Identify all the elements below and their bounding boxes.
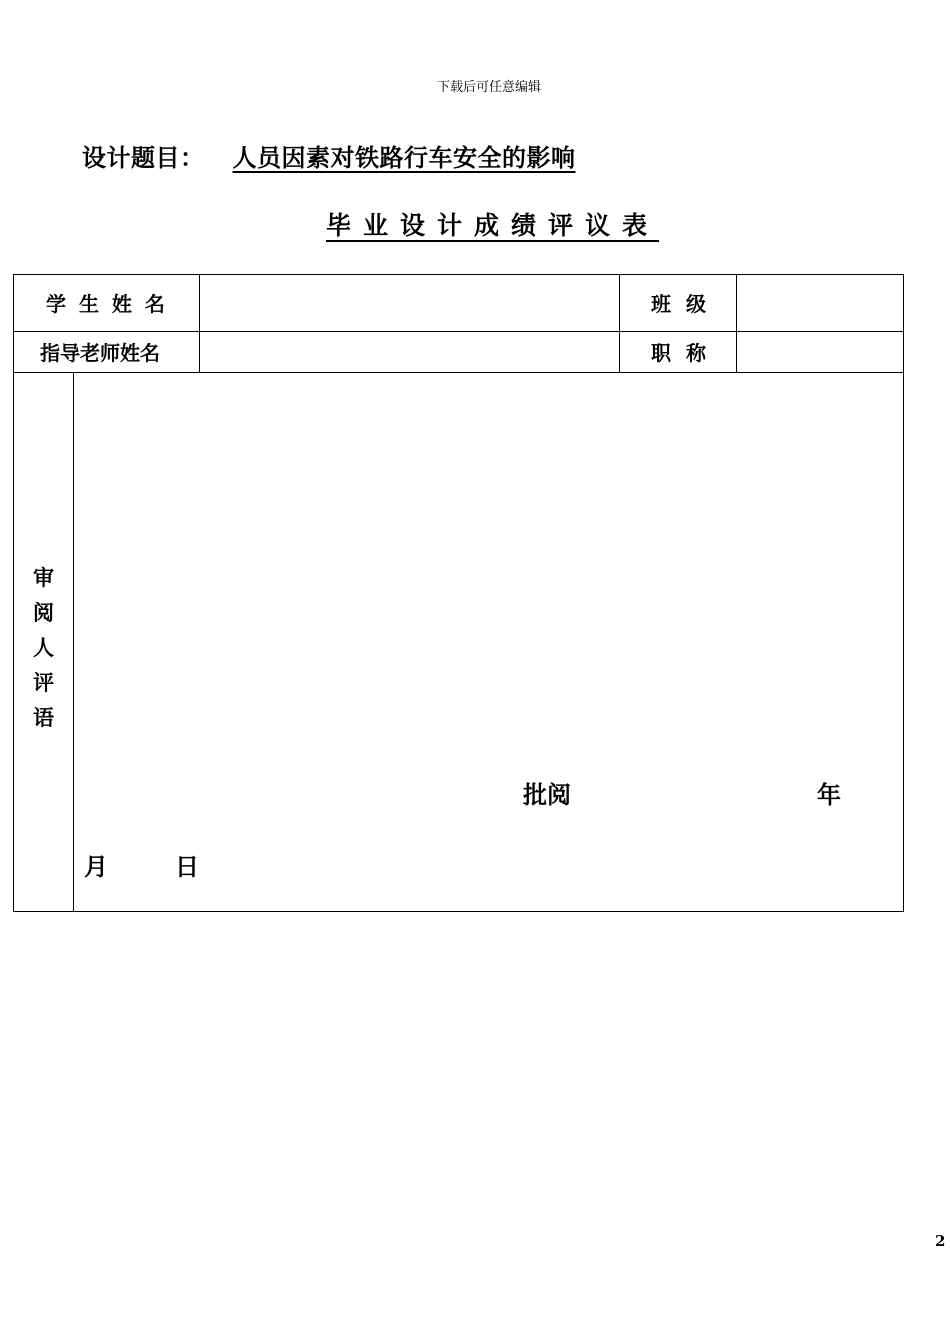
class-field[interactable] bbox=[737, 275, 903, 331]
job-title-label: 职 称 bbox=[651, 341, 710, 365]
col-divider-mid bbox=[619, 275, 620, 372]
design-topic-value: 人员因素对铁路行车安全的影响 bbox=[232, 144, 576, 172]
design-topic-label: 设计题目： bbox=[82, 144, 205, 172]
reviewer-comment-field[interactable] bbox=[74, 373, 903, 753]
evaluation-form-table bbox=[13, 274, 904, 912]
comment-char-3: 人 bbox=[33, 636, 54, 660]
advisor-name-label: 指导老师姓名 bbox=[40, 341, 160, 365]
review-label: 批阅 bbox=[523, 781, 571, 809]
advisor-name-field[interactable] bbox=[200, 332, 619, 372]
page-number: 2 bbox=[935, 1232, 946, 1250]
student-name-label: 学 生 姓 名 bbox=[46, 292, 168, 316]
design-topic-line bbox=[82, 138, 590, 173]
comment-char-4: 评 bbox=[33, 671, 54, 695]
student-name-field[interactable] bbox=[200, 275, 619, 331]
month-label: 月 bbox=[84, 853, 108, 881]
class-label: 班 级 bbox=[651, 292, 710, 316]
form-title: 毕业设计成绩评议表 bbox=[326, 211, 660, 240]
comment-char-1: 审 bbox=[33, 566, 54, 590]
job-title-field[interactable] bbox=[737, 332, 903, 372]
download-note: 下载后可任意编辑 bbox=[436, 80, 541, 95]
comment-char-2: 阅 bbox=[33, 601, 54, 625]
comment-char-5: 语 bbox=[33, 706, 54, 730]
day-label: 日 bbox=[175, 853, 199, 881]
reviewer-comment-label bbox=[14, 561, 73, 736]
year-label: 年 bbox=[817, 781, 841, 809]
